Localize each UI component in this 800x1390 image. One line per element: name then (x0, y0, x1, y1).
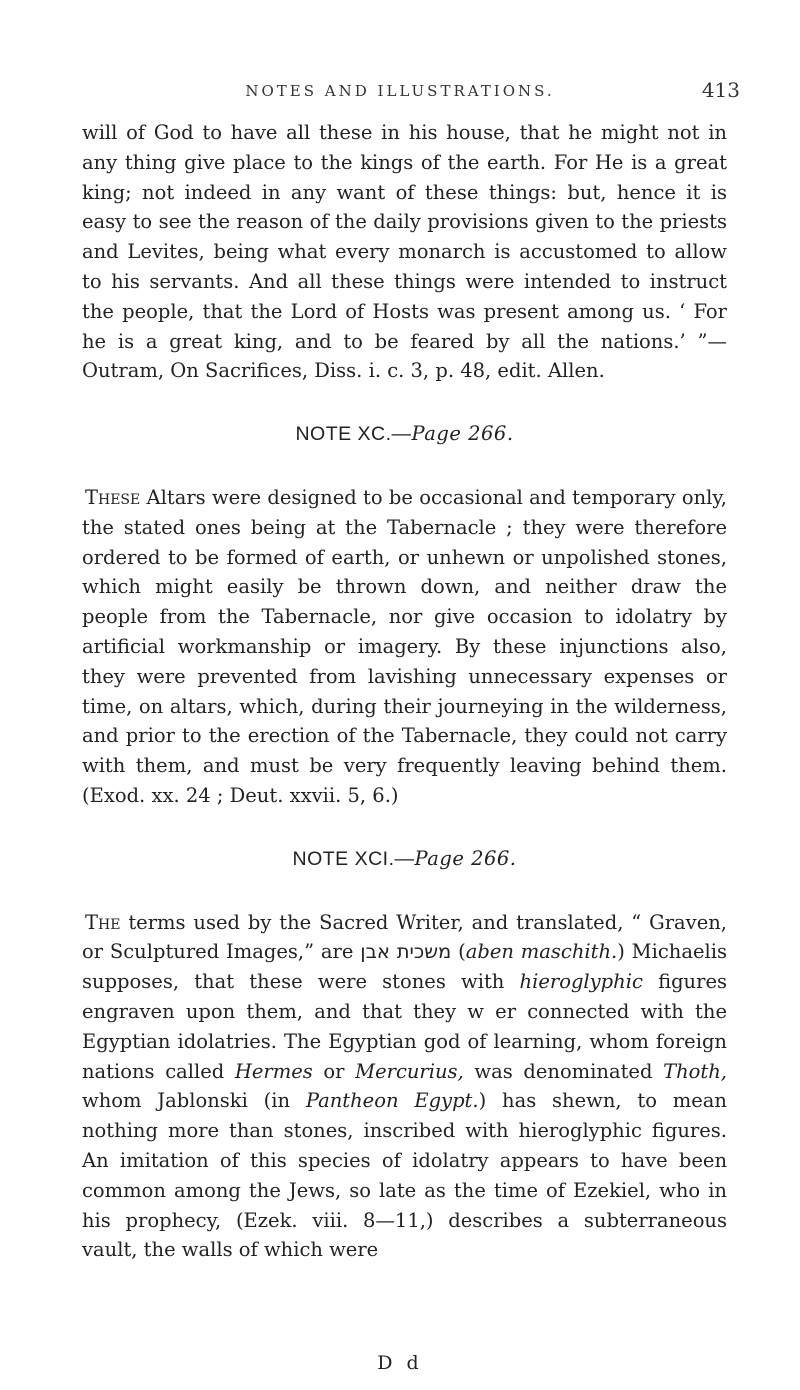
italic-hieroglyphic: hieroglyphic (519, 970, 643, 994)
note-xc-page-ref: Page 266. (411, 422, 514, 446)
hebrew-phrase: משכית אבן (360, 940, 452, 964)
note-xci-text-7: whom Jablonski (in (82, 1089, 306, 1113)
note-xci-paragraph (82, 908, 727, 1266)
italic-mercurius: Mercurius, (355, 1059, 464, 1083)
transliteration: aben maschith. (465, 940, 618, 964)
running-head (200, 78, 740, 112)
italic-thoth: Thoth, (663, 1059, 727, 1083)
note-xci-text-3: ) Michaelis supposes, that these were stones with (82, 940, 727, 994)
italic-pantheon: Pantheon Egypt. (305, 1089, 479, 1113)
note-xci-label: NOTE XCI.— (292, 847, 415, 870)
note-xci-lead-word: The (85, 910, 121, 934)
note-xci-page-ref: Page 266. (414, 846, 517, 870)
note-xci-text-1: terms used by the Sacred Writer, and translated, “ Graven, or Sculptured Images,” are (82, 910, 727, 964)
italic-hermes: Hermes (234, 1059, 313, 1083)
body-text (82, 118, 727, 1265)
note-xci-text-5: or (312, 1059, 356, 1083)
note-xc-heading (82, 419, 727, 450)
continuation-paragraph: will of God to have all these in his house, that he might not in any thing give place to the kings of the earth. For He is a great king; not indeed in any want of these things: but, hence it is easy to see the reason of the daily provisions given to the priests and Levites, being what every monarch is accustomed to allow to his servants. And all these things were intended to instruct the people, that the Lord of Hosts was present among us. ‘ For he is a great king, and to be feared by all the nations.’ ”—Outram, On Sacrifices, Diss. i. c. 3, p. 48, edit. Allen. (82, 121, 727, 383)
running-title: NOTES AND ILLUSTRATIONS. (245, 82, 555, 100)
note-xc-label: NOTE XC.— (295, 423, 412, 446)
note-xc-lead-word: These (85, 485, 141, 509)
page-number: 413 (701, 78, 740, 102)
note-xci-heading (82, 844, 727, 875)
note-xci-text-6: was denominated (463, 1059, 664, 1083)
signature-mark: D d (377, 1352, 423, 1374)
note-xc-paragraph (82, 483, 727, 811)
note-xc-text: Altars were designed to be occasional and temporary only, the stated ones being at the Tabernacle ; they were therefore ordered to be formed of earth, or unhewn or unpolished stones, which might easily be thrown down, and neither draw the people from the Tabernacle, nor give occasion to idolatry by artificial workmanship or imagery. By these injunctions also, they were prevented from lavishing unnecessary expenses or time, on altars, which, during their journeying in the wilderness, and prior to the erection of the Tabernacle, they could not carry with them, and must be very frequently leaving behind them. (Exod. xx. 24 ; Deut. xxvii. 5, 6.) (82, 485, 727, 807)
note-xci-text-8: ) has shewn, to mean nothing more than stones, inscribed with hieroglyphic figures. An imitation of this species of idolatry appears to have been common among the Jews, so late as the time of Ezekiel, who in his prophecy, (Ezek. viii. 8—11,) describes a subterraneous vault, the walls of which were (82, 1089, 727, 1262)
note-xci-text-2: ( (451, 940, 466, 964)
note-xci-text-4: figures engraven upon them, and that they w er connected with the Egyptian idolatries. The Egyptian god of learning, whom foreign nations called (82, 970, 727, 1083)
